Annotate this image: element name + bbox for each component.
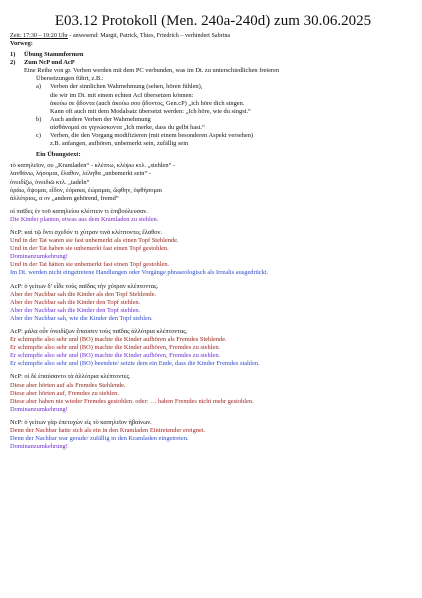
page-title: E03.12 Protokoll (Men. 240a-240d) zum 30.06.2025 — [54, 13, 372, 29]
sentence-2-translation: Und in der Tat hätten sie unbemerkt fast einen Topf gestohlen. — [10, 261, 170, 269]
vocab-line: λανθάνω, λήσομαι, ἔλαθον, λέληθα „unbemerkt sein“ - — [10, 170, 152, 178]
item-number: 1) — [10, 51, 16, 59]
sentence-6-greek: NcP: ὁ γείτων γὰρ ἐπετυχὼν εἰς τὸ καπηλεῖον ἠβαίνων. — [10, 418, 152, 426]
sentence-2-greek: NcP: καὶ τῷ ὄντι σχεδόν τι χύτραν τινὰ κλέπτοντες ἔλαθον. — [10, 228, 162, 236]
sentence-3-translation: Aber der Nachbar sah, wie die Kinder den Topf stehlen. — [10, 314, 153, 322]
sentence-4-translation: Er schimpfte also sehr und (BO) machte die Kinder aufhören als Fremdes Stehlende. — [10, 336, 227, 344]
sub-text: Auch andere Verben der Wahrnehmung — [50, 115, 151, 123]
sentence-5-translation: Diese aber hörten auf als Fremdes Stehlende. — [10, 381, 126, 389]
sentence-1-translation: Die Kinder planten, etwas aus dem Kramladen zu stehlen. — [10, 215, 159, 223]
sub-c-line: z.B. anfangen, aufhören, unbemerkt sein, zufällig sein — [50, 140, 189, 148]
sentence-5-translation: Diese aber hörten auf, Fremdes zu stehlen. — [10, 389, 119, 397]
item-2 — [10, 59, 416, 67]
attendees: - anwesend: Margit, Patrick, Thies, Friedrich – verhindert Sabrina — [69, 33, 231, 39]
sentence-2-translation: Und in der Tat haben sie unbemerkt fast einen Topf gestohlen. — [10, 245, 169, 253]
vocab-line: ὁράω, ὄψομαι, εἶδον, ἑόρακα, ἑώραμαι, ὤφθην, ὀφθήσομαι — [10, 186, 162, 194]
sentence-5-note: Dominanzumkehrung! — [10, 405, 68, 413]
sentence-3-translation: Aber der Nachbar sah die Kinder als den Topf Stehlende. — [10, 290, 157, 298]
sentence-4-translation: Er schimpfte also sehr und (BO) machte die Kinder aufhören, Fremdes zu stehlen. — [10, 352, 221, 360]
sub-label: a) — [36, 83, 41, 91]
item-1 — [10, 51, 416, 59]
sentence-2-note: Im Dt. werden nicht eingetretene Handlungen oder Vorgänge phraseologisch als Irrealis ausgedrückt. — [10, 269, 269, 277]
sentence-6-translation: Denn der Nachbar hatte sich als ein in den Kramladen Eintretender ereignet. — [10, 427, 206, 435]
sub-label: b) — [36, 115, 42, 123]
sentence-3-translation: Aber der Nachbar sah die Kinder den Topf stehlen. — [10, 306, 141, 314]
sentence-1-greek: οἱ παῖδες ἐν τοῦ καπηλείου κλέπτειν τι ἐπιβούλευσαν. — [10, 207, 148, 215]
sentence-4-translation: Er schimpfte also sehr und (BO) beendete/ setzte dem ein Ende, dass die Kinder Fremdes stahlen. — [10, 360, 260, 368]
vocab-line: ὀνειδίζω, ὀνειδιῶ κτλ. „tadeln“ — [10, 178, 90, 186]
sub-text: Verben der sinnlichen Wahrnehmung (sehen, hören fühlen), — [50, 83, 203, 91]
sub-c — [10, 132, 416, 140]
sub-b — [10, 116, 416, 124]
sentence-4-translation: Er schimpfte also sehr und (BO) machte die Kinder aufhören, Fremdes zu stehlen. — [10, 344, 221, 352]
intro-line: Eine Reihe von gr. Verben werden mit dem PC verbunden, was im Dt. zu unterschiedlichen freieren — [24, 67, 280, 75]
sentence-4-greek: AcP: μάλα οὖν ὀνειδίζων ἔπαυσεν τοὺς παῖδας ἀλλότρια κλέπτοντας. — [10, 328, 188, 335]
vocab-line: ἀλλότριος, α ον „andern gehörend, fremd“ — [10, 194, 119, 202]
sentence-2-note: Dominanzumkehrung! — [10, 253, 68, 261]
meeting-time: Zeit: 17:30 – 19:20 Uhr — [10, 33, 68, 39]
sub-a-line: die wir im Dt. mit einem echten AcI übersetzen können: — [50, 91, 194, 99]
sub-text: Verben, die den Vorgang modifizieren (mit einem besonderen Aspekt versehen) — [50, 132, 254, 140]
item-text: Zum NcP und AcP — [24, 59, 75, 67]
protocol-page — [10, 0, 416, 598]
sentence-6-translation: Denn der Nachbar war gerade/ zufällig in den Kramladen eingetreten. — [10, 435, 189, 443]
intro-line: Übersetzungen führt, z.B.: — [36, 75, 104, 83]
sentence-3-greek: AcP: ὁ γείτων δ’ εἶδε τοὺς παῖδας τὴν χύτραν κλέπτοντας. — [10, 282, 159, 290]
sub-b-line: αἰσθάνομαί σε γιγνώσκοντα „Ich merke, dass du gelbt hast.“ — [50, 123, 205, 131]
sentence-5-greek: NcP: οἱ δὲ ἐπαύσαντο τὰ ἀλλότρια κλέπτοντες. — [10, 373, 131, 381]
sub-a — [10, 83, 416, 91]
item-text: Übung Stammformen — [24, 51, 84, 59]
sub-a-line: ἀκούω σε ᾄδοντα (auch ἀκούω σου ᾄδοντος, Gen.cP) „ich höre dich singen. — [50, 99, 245, 107]
item-number: 2) — [10, 59, 16, 67]
sub-a-line: Kann oft auch mit dem Modalsatz übersetzt werden: „Ich höre, wie du singst.“ — [50, 107, 251, 115]
agenda-label: Vorweg: — [10, 40, 33, 47]
meta-line — [10, 32, 416, 40]
sub-label: c) — [36, 132, 41, 140]
sentence-2-translation: Und in der Tat waren sie fast unbemerkt als einen Topf Stehlende. — [10, 237, 179, 245]
vocab-line: τὸ καπηλεῖον, ου „Kramladen“ - κλέπτω, κλέψω κτλ. „stehlen“ - — [10, 162, 176, 170]
sentence-3-translation: Aber der Nachbar sah die Kinder den Topf stehlen. — [10, 298, 141, 306]
exercise-heading: Ein Übungstext: — [36, 151, 81, 159]
sentence-6-note: Dominanzumkehrung! — [10, 443, 68, 451]
sentence-5-translation: Diese aber haben nie wieder Fremdes gestohlen. oder: … haben Fremdes nicht mehr gestohlen. — [10, 397, 254, 405]
